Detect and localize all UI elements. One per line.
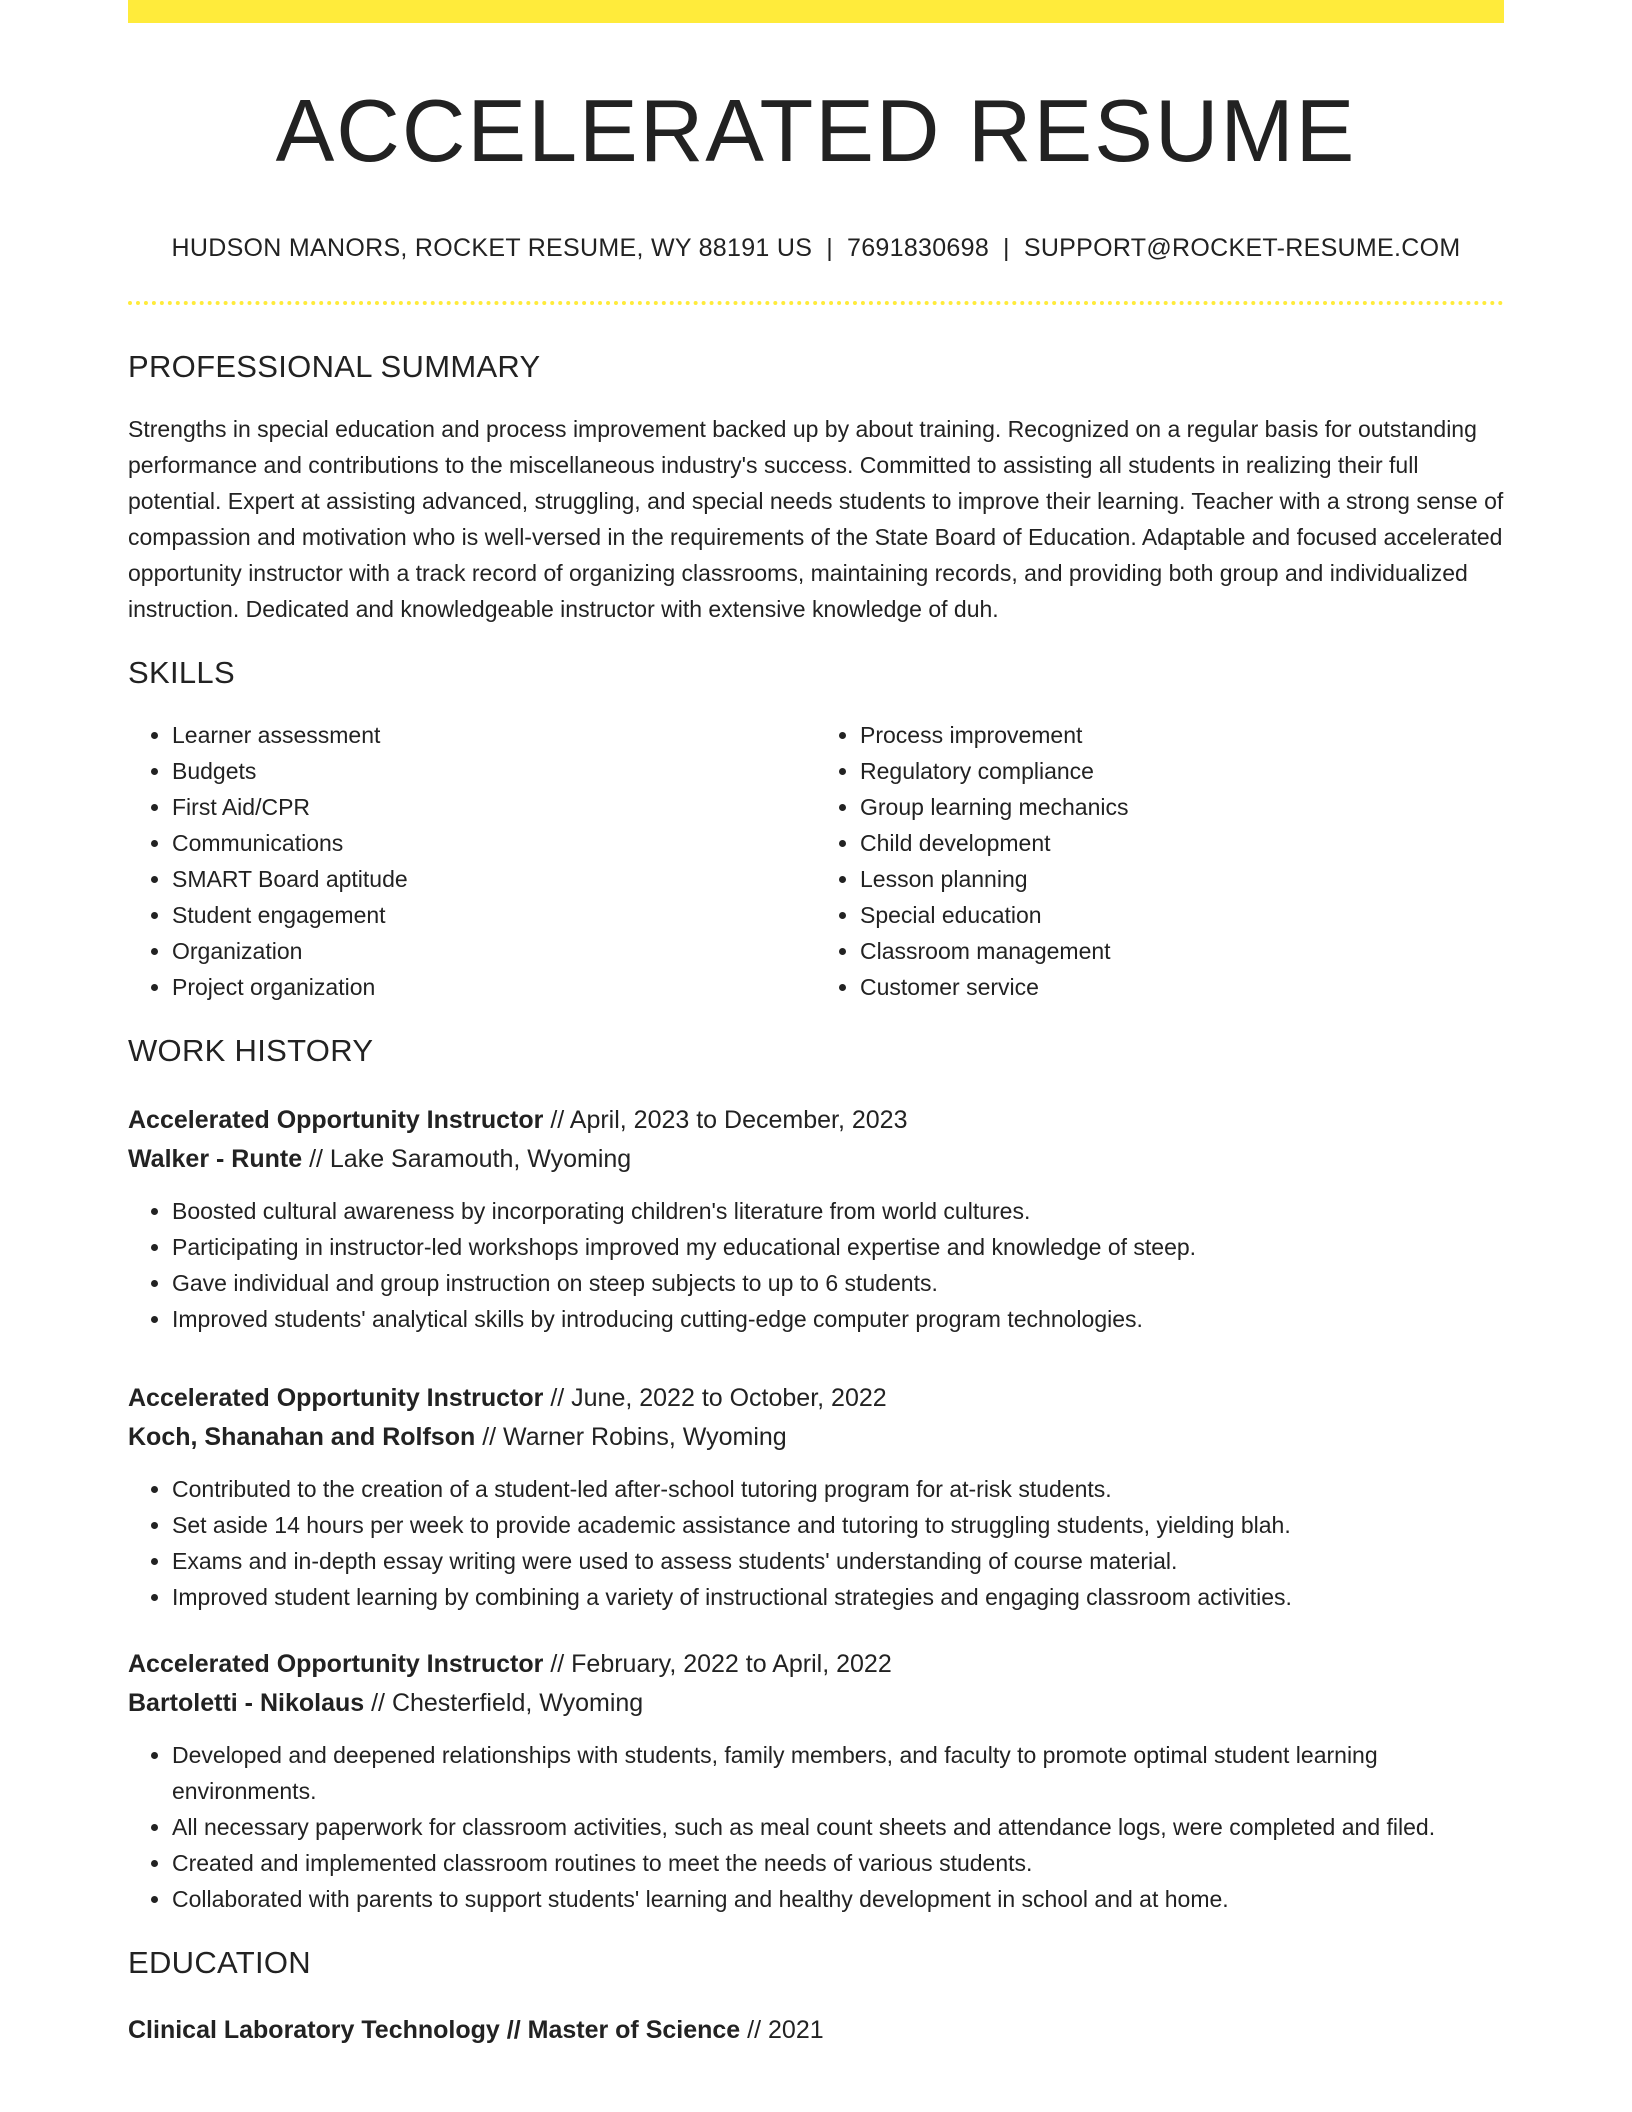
header-divider: [128, 301, 1504, 305]
skill-item: • Customer service: [860, 969, 1504, 1005]
contact-separator: |: [826, 233, 833, 262]
job-bullets: [128, 1737, 1504, 1917]
skill-item: • Budgets: [172, 753, 816, 789]
job-bullet: • Collaborated with parents to support students' learning and healthy development in school and at home.: [172, 1881, 1504, 1917]
job-company: Walker - Runte: [128, 1144, 303, 1173]
job-title-line: [128, 1645, 1504, 1684]
skill-item: • First Aid/CPR: [172, 789, 816, 825]
work-history-heading: WORK HISTORY: [128, 1032, 374, 1068]
job-entry: [128, 1645, 1504, 1917]
skills-heading: SKILLS: [128, 654, 235, 690]
education-field: Clinical Laboratory Technology: [128, 2015, 500, 2044]
skill-item: • Learner assessment: [172, 717, 816, 753]
job-company: Bartoletti - Nikolaus: [128, 1688, 365, 1717]
job-bullet: • Boosted cultural awareness by incorporating children's literature from world cultures.: [172, 1193, 1504, 1229]
contact-phone: 7691830698: [847, 233, 990, 262]
summary-heading: PROFESSIONAL SUMMARY: [128, 348, 541, 384]
education-entry: [128, 2011, 1504, 2050]
education-year: // 2021: [747, 2015, 824, 2044]
job-title-line: [128, 1101, 1504, 1140]
skill-item: • Lesson planning: [860, 861, 1504, 897]
skill-item: • SMART Board aptitude: [172, 861, 816, 897]
skill-item: • Child development: [860, 825, 1504, 861]
job-entry: [128, 1379, 1504, 1615]
job-location: // Chesterfield, Wyoming: [371, 1688, 644, 1717]
job-bullet: • All necessary paperwork for classroom activities, such as meal count sheets and attendance logs, were completed and filed.: [172, 1809, 1504, 1845]
job-bullet: • Developed and deepened relationships with students, family members, and faculty to promote optimal student learning environments.: [172, 1737, 1504, 1809]
skills-left-column: [128, 717, 816, 1005]
job-company-line: [128, 1684, 1504, 1723]
skill-item: • Project organization: [172, 969, 816, 1005]
resume-page: [128, 0, 1504, 2050]
top-accent-bar: [128, 0, 1504, 23]
education-degree: // Master of Science: [506, 2015, 741, 2044]
resume-name: ACCELERATED RESUME: [275, 81, 1357, 180]
job-bullet: • Improved student learning by combining a variety of instructional strategies and engaging classroom activities.: [172, 1579, 1504, 1615]
skills-grid: [128, 717, 1504, 1005]
job-dates: // June, 2022 to October, 2022: [550, 1383, 887, 1412]
skill-item: • Organization: [172, 933, 816, 969]
job-company-line: [128, 1140, 1504, 1179]
skill-item: • Communications: [172, 825, 816, 861]
skill-item: • Classroom management: [860, 933, 1504, 969]
job-bullet: • Created and implemented classroom routines to meet the needs of various students.: [172, 1845, 1504, 1881]
job-location: // Warner Robins, Wyoming: [482, 1422, 787, 1451]
job-bullet: • Contributed to the creation of a student-led after-school tutoring program for at-risk students.: [172, 1471, 1504, 1507]
skill-item: • Regulatory compliance: [860, 753, 1504, 789]
contact-separator: |: [1003, 233, 1010, 262]
skill-item: • Group learning mechanics: [860, 789, 1504, 825]
skill-item: • Process improvement: [860, 717, 1504, 753]
contact-email: SUPPORT@ROCKET-RESUME.COM: [1023, 233, 1461, 262]
job-bullets: [128, 1193, 1504, 1337]
job-bullets: [128, 1471, 1504, 1615]
job-bullet: • Gave individual and group instruction on steep subjects to up to 6 students.: [172, 1265, 1504, 1301]
job-company-line: [128, 1418, 1504, 1457]
job-title: Accelerated Opportunity Instructor: [128, 1649, 544, 1678]
job-bullet: • Participating in instructor-led workshops improved my educational expertise and knowledge of steep.: [172, 1229, 1504, 1265]
skills-right-column: [816, 717, 1504, 1005]
job-bullet: • Set aside 14 hours per week to provide academic assistance and tutoring to struggling students, yielding blah.: [172, 1507, 1504, 1543]
job-bullet: • Exams and in-depth essay writing were used to assess students' understanding of course material.: [172, 1543, 1504, 1579]
summary-text: Strengths in special education and process improvement backed up by about training. Recognized on a regular basis for outstanding performance and contributions to the miscellaneous industry's success. Committed to assisting all students in realizing their full potential. Expert at assisting advanced, struggling, and special needs students to improve their learning. Teacher with a strong sense of compassion and motivation who is well-versed in the requirements of the State Board of Education. Adaptable and focused accelerated opportunity instructor with a track record of organizing classrooms, maintaining records, and providing both group and individualized instruction. Dedicated and knowledgeable instructor with extensive knowledge of duh.: [128, 415, 1504, 622]
job-bullet: • Improved students' analytical skills by introducing cutting-edge computer program technologies.: [172, 1301, 1504, 1337]
job-title: Accelerated Opportunity Instructor: [128, 1105, 544, 1134]
job-entry: [128, 1101, 1504, 1337]
contact-address: HUDSON MANORS, ROCKET RESUME, WY 88191 US: [171, 233, 813, 262]
skill-item: • Special education: [860, 897, 1504, 933]
job-dates: // April, 2023 to December, 2023: [550, 1105, 908, 1134]
education-heading: EDUCATION: [128, 1944, 311, 1980]
skill-item: • Student engagement: [172, 897, 816, 933]
job-title-line: [128, 1379, 1504, 1418]
job-title: Accelerated Opportunity Instructor: [128, 1383, 544, 1412]
job-company: Koch, Shanahan and Rolfson: [128, 1422, 476, 1451]
job-location: // Lake Saramouth, Wyoming: [309, 1144, 632, 1173]
contact-line: [128, 234, 1504, 263]
job-dates: // February, 2022 to April, 2022: [550, 1649, 892, 1678]
